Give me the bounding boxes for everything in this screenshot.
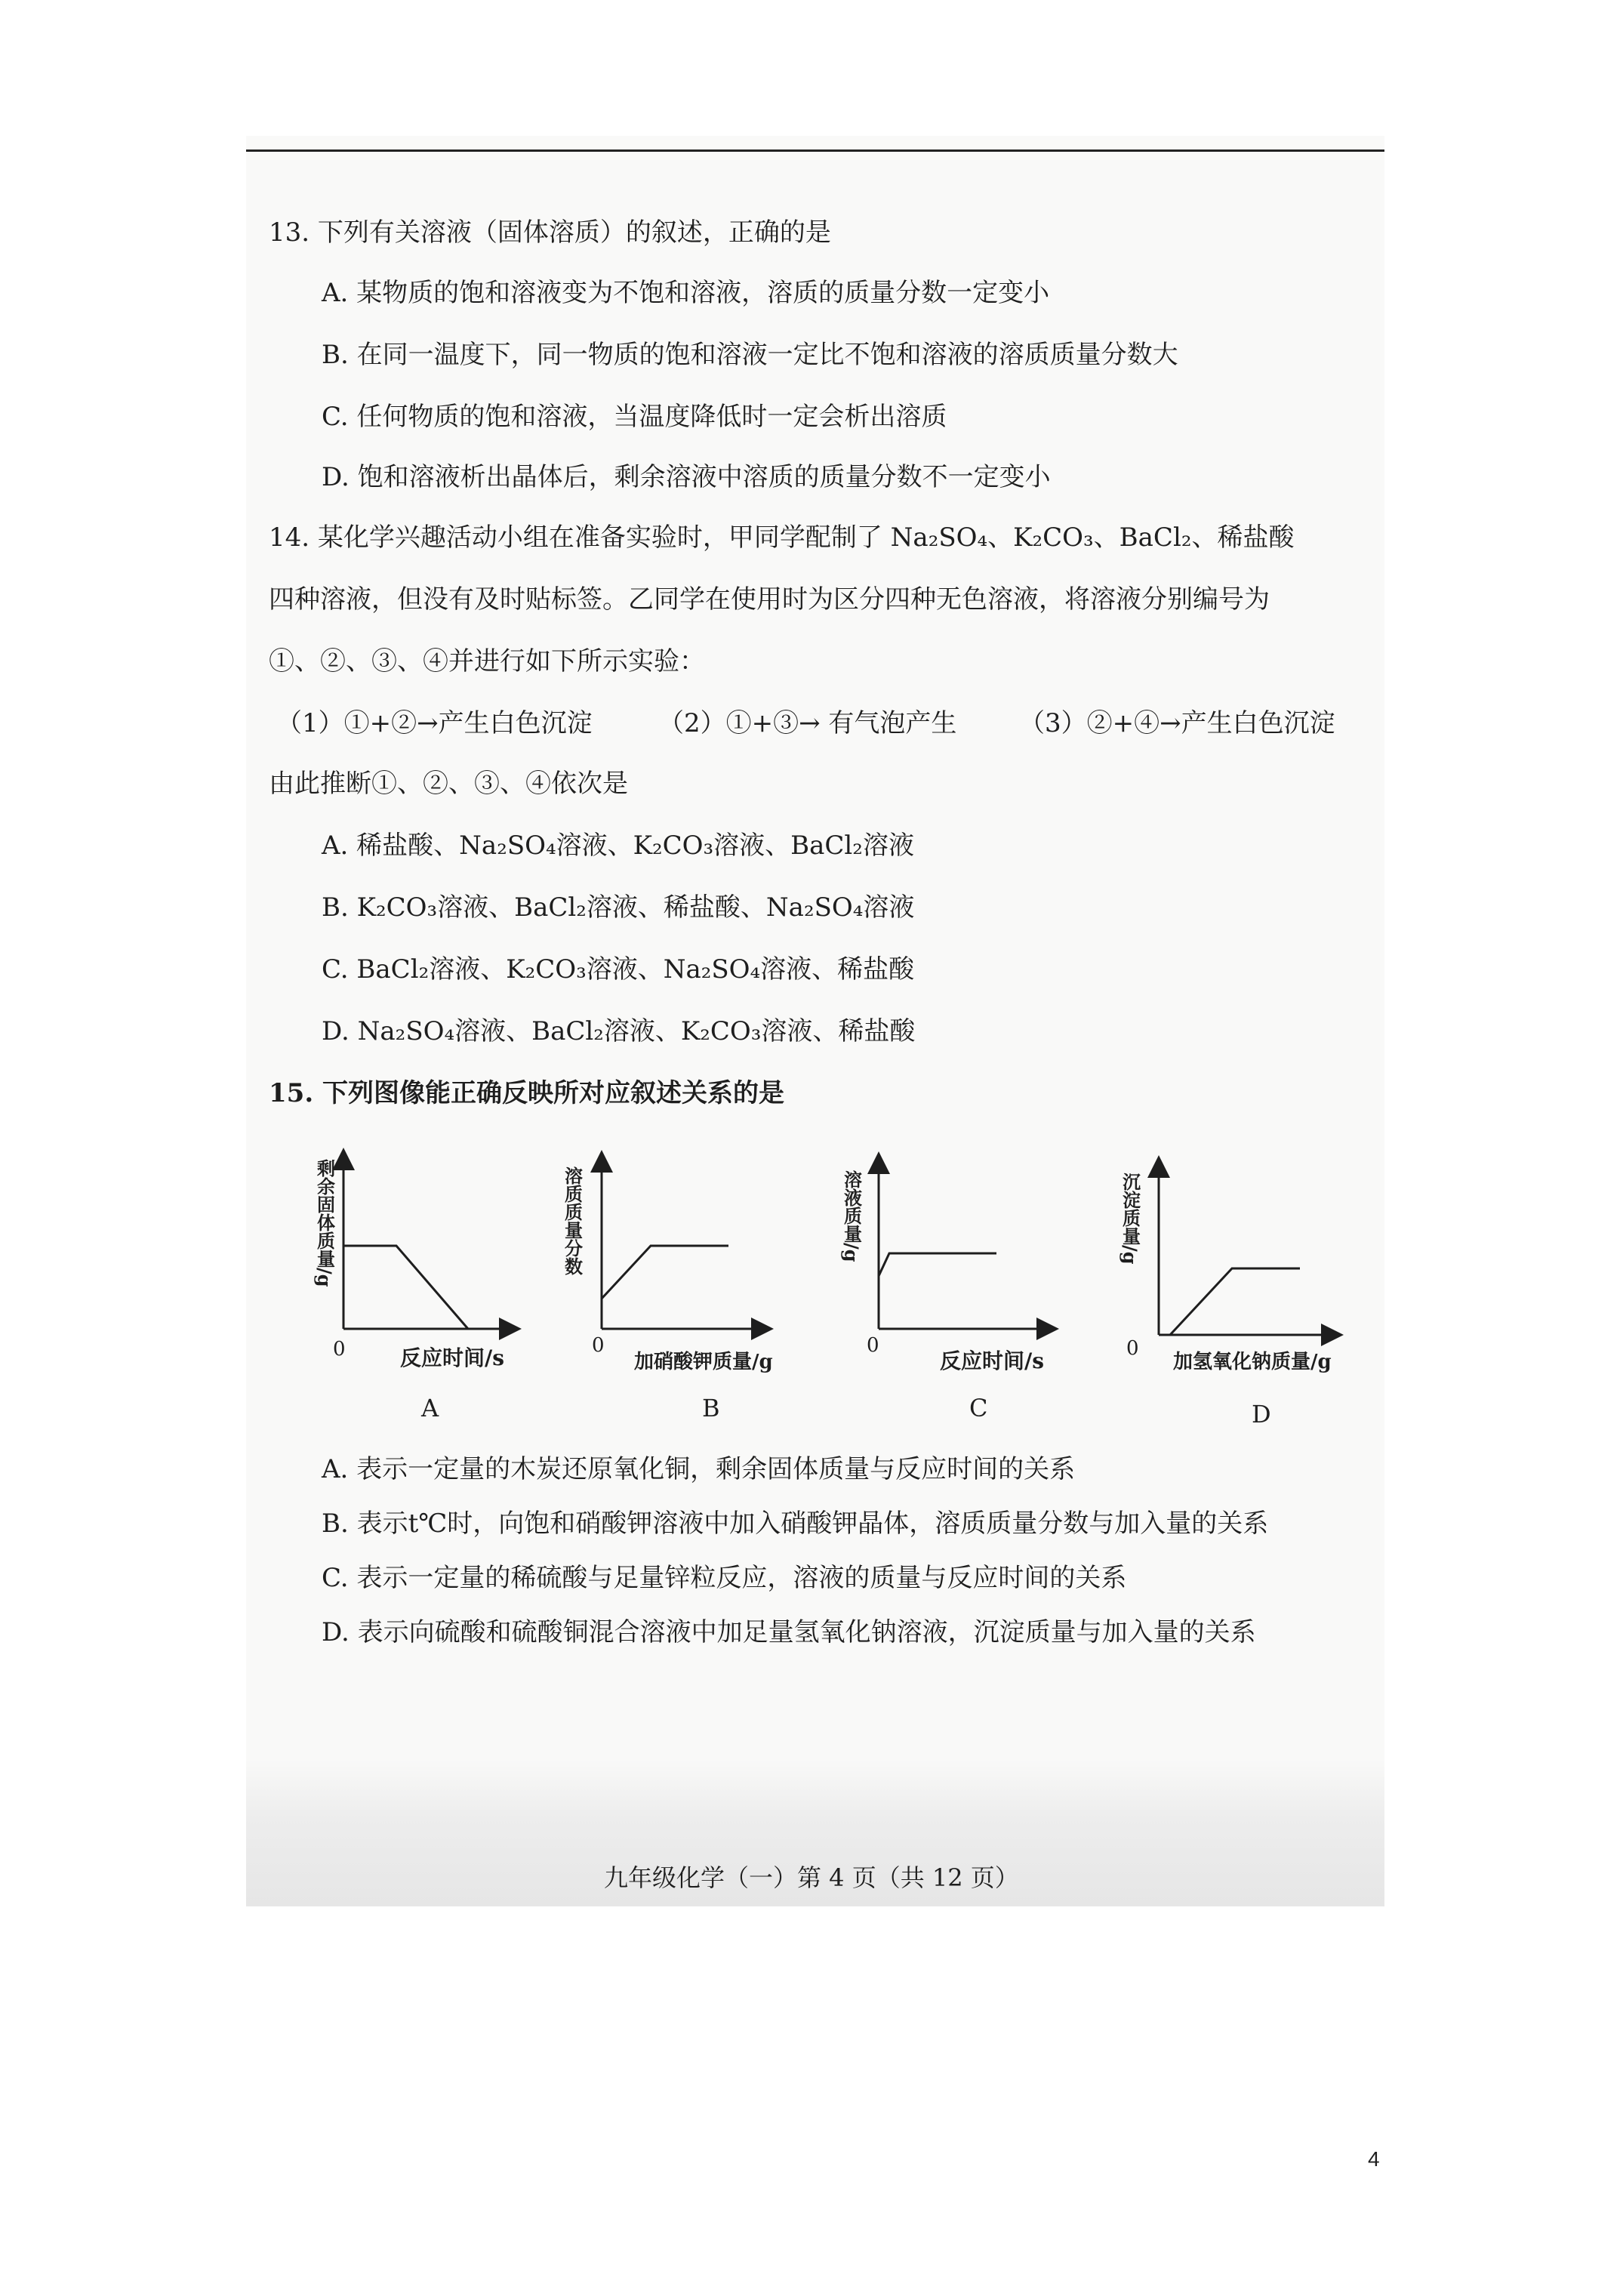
q14-option-a: A. 稀盐酸、Na₂SO₄溶液、K₂CO₃溶液、BaCl₂溶液	[322, 831, 914, 861]
q15-option-c: C. 表示一定量的稀硫酸与足量锌粒反应，溶液的质量与反应时间的关系	[322, 1563, 1127, 1593]
q13-option-b: B. 在同一温度下，同一物质的饱和溶液一定比不饱和溶液的溶质质量分数大	[322, 340, 1178, 370]
q14-experiment-2: （2）①+③→ 有气泡产生	[658, 708, 957, 738]
graph-b	[562, 1161, 773, 1422]
q14-stem-line2: 四种溶液，但没有及时贴标签。乙同学在使用时为区分四种无色溶液，将溶液分别编号为	[269, 584, 1270, 615]
q13-stem: 13. 下列有关溶液（固体溶质）的叙述，正确的是	[269, 217, 831, 248]
q13-option-d: D. 饱和溶液析出晶体后，剩余溶液中溶质的质量分数不一定变小	[322, 462, 1051, 492]
graph-c-letter: C	[969, 1394, 988, 1422]
graph-b-ylabel: 溶质质量分数	[561, 1166, 584, 1275]
graph-c-origin: 0	[867, 1334, 879, 1357]
graph-d-curve	[1170, 1268, 1300, 1335]
graph-b-xlabel: 加硝酸钾质量/g	[634, 1351, 773, 1373]
page-number: 4	[1368, 2147, 1380, 2171]
graph-a-origin: 0	[333, 1338, 346, 1361]
page-footer: 九年级化学（一）第 4 页（共 12 页）	[604, 1863, 1019, 1892]
q14-conclusion: 由此推断①、②、③、④依次是	[269, 769, 628, 799]
q13-option-c: C. 任何物质的饱和溶液，当温度降低时一定会析出溶质	[322, 402, 947, 432]
q14-option-b: B. K₂CO₃溶液、BaCl₂溶液、稀盐酸、Na₂SO₄溶液	[322, 892, 915, 923]
q15-stem: 15. 下列图像能正确反映所对应叙述关系的是	[269, 1078, 784, 1108]
q15-option-a: A. 表示一定量的木炭还原氧化铜，剩余固体质量与反应时间的关系	[322, 1454, 1076, 1484]
graph-a-curve	[343, 1246, 468, 1329]
graph-d	[1119, 1166, 1333, 1428]
graph-d-letter: D	[1252, 1400, 1271, 1428]
graph-c	[841, 1163, 1049, 1422]
graph-c-ylabel: 溶液质量/g	[840, 1170, 863, 1262]
graph-a-ylabel: 剩余固体质量/g	[313, 1159, 336, 1287]
q15-option-d: D. 表示向硫酸和硫酸铜混合溶液中加足量氢氧化钠溶液，沉淀质量与加入量的关系	[322, 1617, 1256, 1647]
q14-option-d: D. Na₂SO₄溶液、BaCl₂溶液、K₂CO₃溶液、稀盐酸	[322, 1016, 916, 1046]
graph-a-xlabel: 反应时间/s	[400, 1345, 504, 1370]
graph-b-curve	[602, 1246, 728, 1299]
q13-option-a: A. 某物质的饱和溶液变为不饱和溶液，溶质的质量分数一定变小	[322, 278, 1050, 308]
graph-d-ylabel: 沉淀质量/g	[1119, 1173, 1141, 1265]
graph-d-xlabel: 加氢氧化钠质量/g	[1173, 1351, 1332, 1373]
q14-option-c: C. BaCl₂溶液、K₂CO₃溶液、Na₂SO₄溶液、稀盐酸	[322, 954, 915, 985]
graph-b-letter: B	[702, 1394, 720, 1422]
graph-a	[314, 1159, 511, 1422]
graph-c-xlabel: 反应时间/s	[940, 1348, 1044, 1373]
q14-experiment-3: （3）②+④→产生白色沉淀	[1019, 708, 1335, 738]
graph-a-letter: A	[421, 1394, 439, 1422]
graph-d-origin: 0	[1126, 1337, 1139, 1360]
q14-stem-line1: 14. 某化学兴趣活动小组在准备实验时，甲同学配制了 Na₂SO₄、K₂CO₃、BaCl₂、稀盐酸	[269, 522, 1295, 553]
q14-stem-line3: ①、②、③、④并进行如下所示实验：	[269, 646, 705, 676]
q15-option-b: B. 表示t℃时，向饱和硝酸钾溶液中加入硝酸钾晶体，溶质质量分数与加入量的关系	[322, 1509, 1269, 1539]
graph-c-curve	[879, 1253, 996, 1276]
graph-b-origin: 0	[592, 1334, 605, 1357]
q14-experiment-1: （1）①+②→产生白色沉淀	[276, 708, 593, 738]
